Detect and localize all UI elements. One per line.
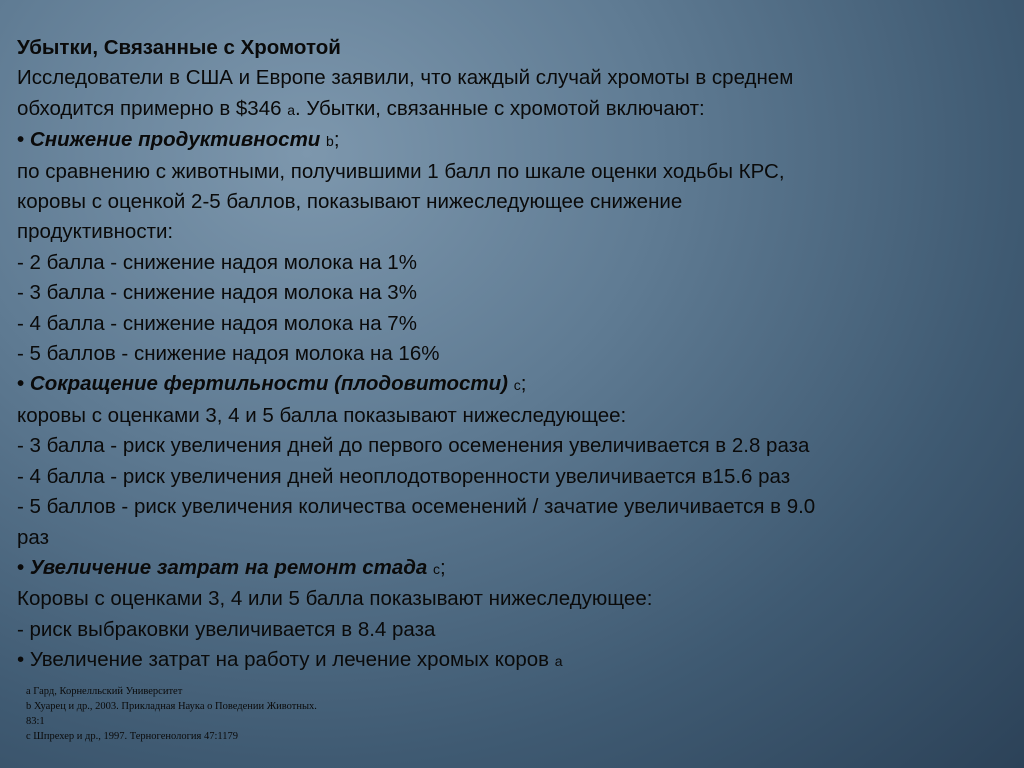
section-fertility-heading xyxy=(17,369,1017,400)
bullet-icon: • xyxy=(17,372,25,396)
intro-line-1: Исследователи в США и Европе заявили, что каждый случай хромоты в среднем xyxy=(17,66,794,90)
bullet-icon: • xyxy=(17,128,25,152)
section-productivity-heading xyxy=(17,125,1017,156)
list-item: - 4 балла - снижение надоя молока на 7% xyxy=(17,311,417,335)
treatment-cost-ref: a xyxy=(554,653,563,670)
productivity-text-1: по сравнению с животными, получившими 1 балл по шкале оценки ходьбы КРС, xyxy=(17,159,785,183)
intro-line-2 xyxy=(17,94,1017,125)
footnotes xyxy=(26,684,317,744)
intro-line-2-text: обходится примерно в $346 xyxy=(17,96,288,120)
list-item: - 4 балла - риск увеличения дней неоплодотворенности увеличивается в15.6 раз xyxy=(17,464,791,488)
footnote: b Хуарец и др., 2003. Прикладная Наука о Поведении Животных. xyxy=(26,701,317,712)
productivity-text-3: продуктивности: xyxy=(17,220,174,244)
list-item xyxy=(17,645,1017,676)
slide-title: Убытки, Связанные с Хромотой xyxy=(17,36,341,59)
section-herd-heading xyxy=(17,553,1017,584)
fertility-heading-text: Сокращение фертильности (плодовитости) xyxy=(29,372,508,396)
footnote: a Гард, Корнелльский Университет xyxy=(26,686,183,697)
list-item: - 5 баллов - риск увеличения количества осеменений / зачатие увеличивается в 9.0 xyxy=(17,495,816,519)
treatment-cost-text: • Увеличение затрат на работу и лечение хромых коров xyxy=(17,648,555,672)
intro-ref: a xyxy=(287,101,296,118)
list-item: - 2 балла - снижение надоя молока на 1% xyxy=(17,250,417,274)
productivity-heading-text: Снижение продуктивности xyxy=(29,128,321,152)
productivity-tail: ; xyxy=(333,128,340,152)
slide-content xyxy=(17,33,1017,677)
herd-ref: c xyxy=(433,560,441,577)
bullet-icon: • xyxy=(17,555,25,579)
productivity-ref: b xyxy=(326,133,334,150)
list-item: раз xyxy=(17,525,49,549)
list-item: - риск выбраковки увеличивается в 8.4 раза xyxy=(17,617,436,641)
herd-tail: ; xyxy=(440,555,446,579)
footnote: 83:1 xyxy=(26,716,45,727)
list-item: - 5 баллов - снижение надоя молока на 16% xyxy=(17,342,440,366)
fertility-text-1: коровы с оценками 3, 4 и 5 балла показывают нижеследующее: xyxy=(17,403,627,427)
list-item: - 3 балла - снижение надоя молока на 3% xyxy=(17,281,417,305)
herd-text-1: Коровы с оценками 3, 4 или 5 балла показывают нижеследующее: xyxy=(17,587,653,611)
intro-line-2-tail: . Убытки, связанные с хромотой включают: xyxy=(295,96,705,120)
fertility-ref: c xyxy=(513,377,521,394)
fertility-tail: ; xyxy=(520,372,527,396)
herd-heading-text: Увеличение затрат на ремонт стада xyxy=(29,555,428,579)
footnote: c Шпрехер и др., 1997. Терногенология 47:1179 xyxy=(26,731,239,742)
list-item: - 3 балла - риск увеличения дней до первого осеменения увеличивается в 2.8 раза xyxy=(17,434,810,458)
productivity-text-2: коровы с оценкой 2-5 баллов, показывают нижеследующее снижение xyxy=(17,190,683,214)
